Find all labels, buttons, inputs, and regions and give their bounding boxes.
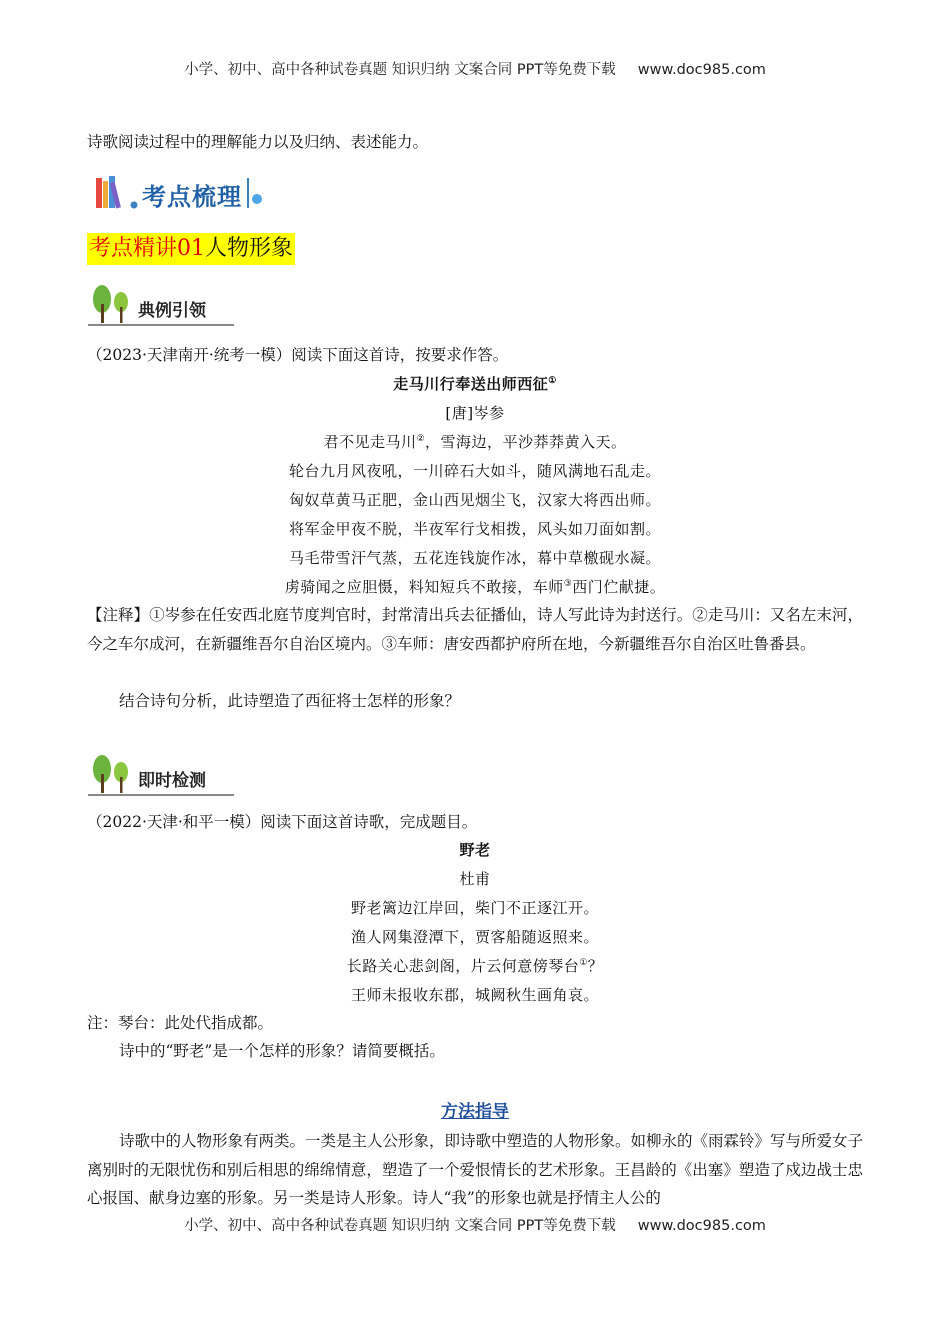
example-banner (88, 284, 234, 326)
example-question: 结合诗句分析，此诗塑造了西征将士怎样的形象？ (119, 692, 461, 710)
poem-line: 渔人网集澄潭下，贾客船随返照来。 (350, 928, 599, 946)
tree-icon (88, 754, 138, 794)
method-title: 方法指导 (441, 1102, 509, 1122)
poem-line: 君不见走马川②，雪海边，平沙莽莽黄入天。 (323, 433, 627, 451)
example-annotation: 【注释】①岑参在任安西北庭节度判官时，封常清出兵去征播仙，诗人写此诗为封送行。②走马川：又名左末河，今之车尔成河，在新疆维吾尔自治区境内。③车师：唐安西都护府所在地，今新疆维吾尔自治区吐鲁番县。 (87, 606, 863, 653)
check-poem (87, 836, 863, 1010)
page-footer (0, 1212, 950, 1235)
footer-site-link[interactable]: www.doc985.com (637, 1218, 766, 1234)
poem-line: 野老篱边江岸回，柴门不正逐江开。 (350, 899, 599, 917)
header-site-link[interactable]: www.doc985.com (637, 62, 766, 78)
poem-title: 野老 (459, 841, 491, 859)
poem-line: 虏骑闻之应胆慑，料知短兵不敢接，车师③西门伫献捷。 (284, 578, 666, 596)
check-source: （2022·天津·和平一模）阅读下面这首诗歌，完成题目。 (87, 813, 478, 831)
method-text: 诗歌中的人物形象有两类。一类是主人公形象，即诗歌中塑造的人物形象。如柳永的《雨霖铃》写与所爱女子离别时的无限忧伤和别后相思的绵绵情意，塑造了一个爱恨情长的艺术形象。王昌龄的《出塞》塑造了戍边战士忠心报国、献身边塞的形象。另一类是诗人形象。诗人“我”的形象也就是抒情主人公的 (87, 1132, 864, 1207)
section-title-topic: 人物形象 (205, 236, 294, 261)
check-banner (88, 754, 234, 796)
poem-line: 将军金甲夜不脱，半夜军行戈相拨，风头如刀面如割。 (288, 520, 661, 538)
section-title-prefix: 考点精讲01 (89, 236, 205, 261)
poem-title: 走马川行奉送出师西征① (393, 375, 557, 393)
check-note: 注：琴台：此处代指成都。 (87, 1014, 274, 1032)
poem-author: 杜甫 (459, 870, 491, 888)
header-text: 小学、初中、高中各种试卷真题 知识归纳 文案合同 PPT等免费下载 (184, 62, 616, 78)
poem-author: [唐]岑参 (445, 404, 505, 422)
check-banner-label: 即时检测 (138, 771, 206, 791)
page-header (0, 58, 950, 79)
tree-icon (88, 284, 138, 324)
poem-line: 马毛带雪汗气蒸，五花连钱旋作冰，幕中草檄砚水凝。 (288, 549, 661, 567)
kaodian-banner (92, 172, 282, 220)
kaodian-banner-label: 考点梳理 (142, 183, 242, 211)
poem-line: 匈奴草黄马正肥，金山西见烟尘飞，汉家大将西出师。 (288, 491, 661, 509)
poem-line: 长路关心悲剑阁，片云何意傍琴台①？ (346, 957, 604, 975)
example-poem (87, 370, 863, 602)
poem-line: 轮台九月风夜吼，一川碎石大如斗，随风满地石乱走。 (288, 462, 661, 480)
poem-line: 王师未报收东郡，城阙秋生画角哀。 (350, 986, 599, 1004)
intro-line: 诗歌阅读过程中的理解能力以及归纳、表述能力。 (87, 133, 429, 151)
banner-underline (88, 794, 234, 796)
example-banner-label: 典例引领 (138, 301, 206, 321)
section-title (87, 233, 295, 265)
example-source: （2023·天津南开·统考一模）阅读下面这首诗，按要求作答。 (87, 346, 509, 364)
banner-underline (88, 324, 234, 326)
check-question: 诗中的“野老”是一个怎样的形象？请简要概括。 (119, 1042, 445, 1060)
footer-text: 小学、初中、高中各种试卷真题 知识归纳 文案合同 PPT等免费下载 (184, 1218, 616, 1234)
